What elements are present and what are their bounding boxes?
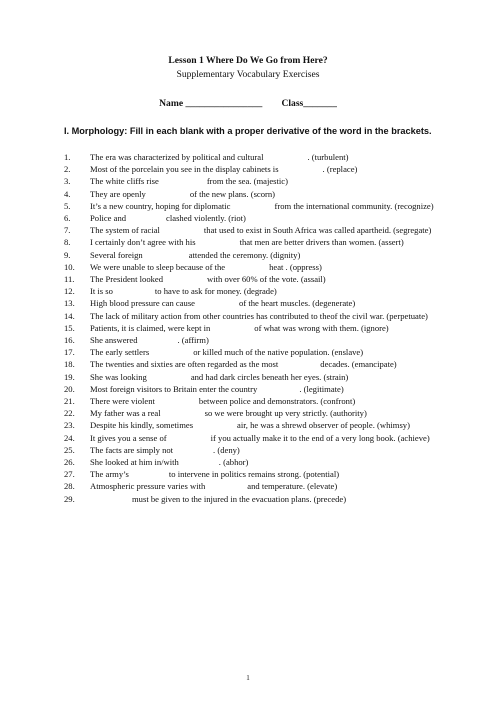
exercise-item [64,297,436,309]
exercise-item [64,493,436,505]
exercise-item [64,163,436,175]
exercise-hint: clashed violently. (riot) [166,213,246,224]
exercise-number: 27. [64,469,75,480]
exercise-list [64,151,436,505]
exercise-item [64,249,436,261]
exercise-number: 11. [64,274,75,285]
exercise-item [64,371,436,383]
class-field: Class_______ [281,98,337,109]
exercise-number: 3. [64,176,71,187]
exercise-text: Despite his kindly, sometimes [90,420,194,431]
exercise-item [64,432,436,444]
exercise-text: Most foreign visitors to Britain enter the country [90,383,258,394]
exercise-hint: between police and demonstrators. (confront) [198,396,356,407]
exercise-hint: and temperature. (elevate) [247,481,338,492]
exercise-number: 26. [64,457,75,468]
exercise-hint: that used to exist in South Africa was called apartheid. (segregate) [203,225,432,236]
exercise-number: 19. [64,371,75,382]
exercise-number: 16. [64,335,75,346]
exercise-hint: of the new plans. (scorn) [189,188,276,199]
exercise-text: The facts are simply not [90,444,174,455]
exercise-text: She looked at him in/with [90,457,179,468]
exercise-number: 25. [64,444,75,455]
exercise-text: She was looking [90,371,147,382]
exercise-number: 18. [64,359,75,370]
lesson-title: Lesson 1 Where Do We Go from Here? [168,55,328,66]
exercise-hint: or killed much of the native population. (enslave) [193,347,364,358]
exercise-hint: to intervene in politics remains strong. (potential) [168,469,340,480]
exercise-number: 5. [64,200,71,211]
exercise-text: There were violent [90,396,155,407]
exercise-text: They are openly [90,188,146,199]
exercise-item [64,444,436,456]
exercise-number: 22. [64,408,75,419]
exercise-hint: attended the ceremony. (dignity) [188,249,301,260]
exercise-item [64,236,436,248]
exercise-item [64,273,436,285]
name-class-line [0,98,496,110]
exercise-hint: heat . (oppress) [269,261,322,272]
exercise-text: The lack of military action from other countries has contributed to the [90,310,331,321]
exercise-item [64,456,436,468]
exercise-text: Patients, it is claimed, were kept in [90,322,211,333]
exercise-text: It gives you a sense of [90,432,167,443]
exercise-text: The white cliffs rise [90,176,159,187]
exercise-item [64,383,436,395]
exercise-hint: must be given to the injured in the evacuation plans. (precede) [132,493,347,504]
exercise-item [64,151,436,163]
exercise-number: 13. [64,298,75,309]
exercise-hint: . (turbulent) [307,152,349,162]
exercise-item [64,310,436,322]
exercise-hint: from the sea. (majestic) [206,176,288,187]
exercise-number: 6. [64,213,71,224]
exercise-hint: of the civil war. (perpetuate) [330,310,428,321]
exercise-number: 23. [64,420,75,431]
exercise-item [64,322,436,334]
exercise-number: 28. [64,481,75,492]
exercise-number: 21. [64,396,75,407]
exercise-item [64,407,436,419]
exercise-item [64,188,436,200]
exercise-hint: . (affirm) [177,335,209,346]
exercise-text: Most of the porcelain you see in the display cabinets is [90,164,279,175]
exercise-item [64,346,436,358]
exercise-item [64,175,436,187]
exercise-hint: . (deny) [213,444,240,455]
exercise-hint: to have to ask for money. (degrade) [154,286,277,297]
exercise-hint: that men are better drivers than women. (assert) [239,237,404,248]
exercise-number: 24. [64,432,75,443]
exercise-hint: . (legitimate) [299,383,344,394]
exercise-text: Several foreign [90,249,143,260]
exercise-hint: so we were brought up very strictly. (authority) [204,408,367,419]
exercise-number: 14. [64,310,75,321]
exercise-item [64,334,436,346]
exercise-number: 15. [64,322,75,333]
exercise-item [64,200,436,212]
exercise-number: 20. [64,383,75,394]
exercise-text: High blood pressure can cause [90,298,196,309]
exercise-hint: from the international community. (recognize) [274,200,434,211]
exercise-item [64,212,436,224]
exercise-number: 17. [64,347,75,358]
exercise-item [64,480,436,492]
exercise-item [64,224,436,236]
exercise-text: We were unable to sleep because of the [90,261,226,272]
exercise-text: The President looked [90,274,164,285]
exercise-text: I certainly don’t agree with his [90,237,196,248]
exercise-hint: with over 60% of the vote. (assail) [207,274,326,285]
lesson-subtitle: Supplementary Vocabulary Exercises [176,69,320,80]
exercise-hint: if you actually make it to the end of a very long book. (achieve) [210,432,430,443]
exercise-text: Atmospheric pressure varies with [90,481,206,492]
exercise-item [64,468,436,480]
exercise-text: The early settlers [90,347,150,358]
exercise-number: 7. [64,225,71,236]
exercise-number: 9. [64,249,71,260]
name-field: Name ________________ [159,98,263,109]
exercise-hint: . (replace) [322,164,358,175]
exercise-text: It’s a new country, hoping for diplomatic [90,200,231,211]
exercise-number: 12. [64,286,75,297]
exercise-number: 4. [64,188,71,199]
exercise-number: 29. [64,493,75,504]
exercise-number: 10. [64,261,75,272]
exercise-hint: air, he was a shrewd observer of people. (whimsy) [237,420,410,431]
exercise-hint: of what was wrong with them. (ignore) [254,322,389,333]
exercise-number: 2. [64,164,71,175]
page-number: 1 [246,674,250,682]
exercise-text: She answered [90,335,138,346]
exercise-text: The army’s [90,469,129,480]
exercise-hint: . (abhor) [218,457,249,468]
exercise-text: Police and [90,213,127,224]
exercise-number: 1. [64,152,71,162]
exercise-hint: and had dark circles beneath her eyes. (strain) [190,371,349,382]
exercise-item [64,285,436,297]
exercise-hint: decades. (emancipate) [320,359,397,370]
section-heading: I. Morphology: Fill in each blank with a proper derivative of the word in the brackets. [64,126,432,136]
exercise-text: My father was a real [90,408,161,419]
exercise-item [64,419,436,431]
exercise-text: The era was characterized by political and cultural [90,152,264,162]
exercise-text: The twenties and sixties are often regarded as the most [90,359,279,370]
exercise-item [64,395,436,407]
exercise-text: It is so [90,286,113,297]
exercise-item [64,358,436,370]
exercise-number: 8. [64,237,71,248]
exercise-item [64,261,436,273]
exercise-hint: of the heart muscles. (degenerate) [239,298,356,309]
exercise-text: The system of racial [90,225,160,236]
